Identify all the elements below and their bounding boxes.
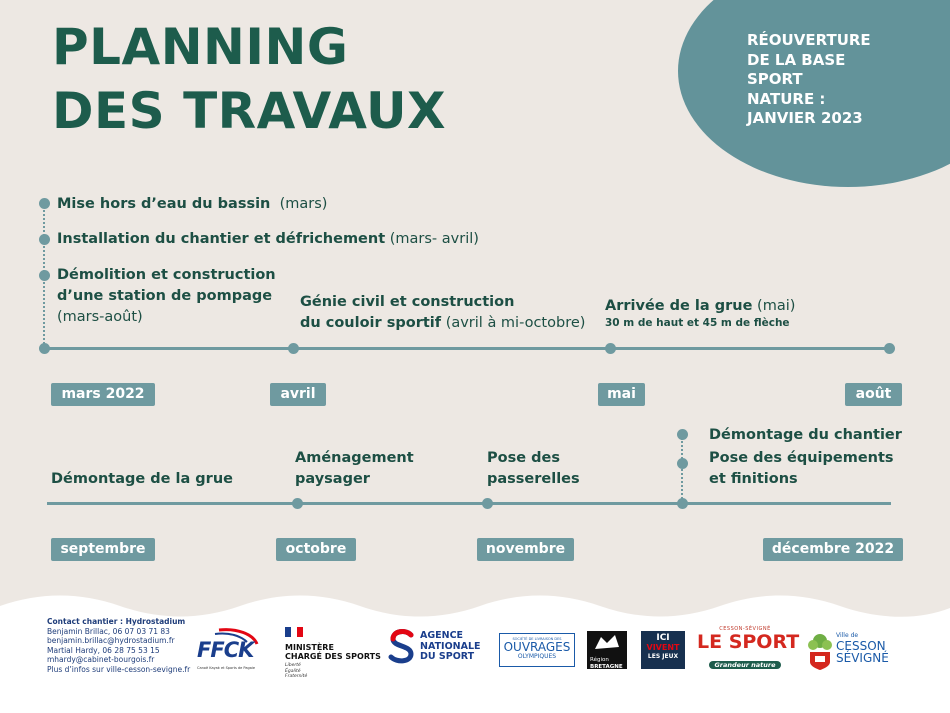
tree-crest-icon [806, 632, 834, 670]
task-passerelles [487, 448, 580, 490]
task-dates: (mars-août) [57, 309, 143, 325]
badge-line: DE LA BASE [747, 50, 846, 69]
reopening-badge-text [747, 31, 937, 129]
ffck-logo [197, 628, 265, 676]
ministere-line: MINISTÈRE [285, 643, 334, 652]
ans-s-icon [387, 629, 417, 665]
ici-vivent-les-jeux-logo [641, 631, 685, 669]
lesport-top: CESSON-SÉVIGNÉ [719, 626, 771, 632]
ffck-subtitle: Canoë Kayak et Sports de Pagaie [197, 666, 255, 670]
timeline-dot [677, 498, 688, 509]
task-label: paysager [295, 471, 370, 487]
lesport-tagline: Grandeur nature [709, 661, 780, 669]
badge-line: SPORT [747, 70, 803, 88]
contact-email[interactable]: mhardy@cabinet-bourgois.fr [47, 655, 155, 665]
motto-line: Liberté [285, 663, 301, 668]
motto-line: Égalité [285, 668, 301, 674]
month-label: octobre [276, 538, 356, 561]
ans-line: AGENCE [420, 630, 464, 641]
task-bullet [677, 458, 688, 469]
task-equipements [709, 448, 894, 490]
month-label: avril [270, 383, 326, 406]
timeline-dot [292, 498, 303, 509]
ans-logo [387, 629, 487, 671]
task-label: Démolition et construction [57, 267, 276, 283]
ville-line: CESSON [836, 639, 886, 653]
task-label: Aménagement [295, 450, 414, 466]
task-bullet [677, 429, 688, 440]
page-title-line2: DES TRAVAUX [52, 82, 447, 140]
task-dates: (mai) [757, 298, 796, 314]
solideo-main: OUVRAGES [503, 640, 571, 654]
page-title-line1: PLANNING [52, 18, 349, 76]
task-label: passerelles [487, 471, 580, 487]
timeline-line-row1 [44, 347, 890, 350]
task-label: Pose des équipements [709, 450, 894, 466]
task-label: du couloir sportif [300, 315, 442, 331]
task-bullet [39, 234, 50, 245]
month-label: septembre [51, 538, 155, 561]
task-dates: (mars) [279, 196, 328, 212]
task-label: Arrivée de la grue [605, 298, 753, 314]
task-demontage-chantier: Démontage du chantier [709, 427, 902, 443]
contact-website[interactable]: Plus d’infos sur ville-cesson-sevigne.fr [47, 664, 191, 674]
task-arrivee-grue [605, 296, 795, 330]
ans-line: NATIONALE [420, 640, 481, 652]
month-label: novembre [477, 538, 574, 561]
ville-cesson-logo [806, 632, 902, 670]
region-line: Région [590, 657, 609, 663]
badge-line: JANVIER 2023 [747, 109, 863, 127]
task-dates: (mars- avril) [389, 231, 479, 247]
task-detail: 30 m de haut et 45 m de flèche [605, 317, 790, 329]
month-label: mars 2022 [51, 383, 155, 406]
timeline-dot [288, 343, 299, 354]
ermine-icon [587, 631, 627, 653]
month-label: décembre 2022 [763, 538, 903, 561]
task-label: d’une station de pompage [57, 288, 273, 304]
contact-line: Martial Hardy, 06 28 75 53 15 [47, 645, 160, 655]
timeline-dot [482, 498, 493, 509]
ici-line: LES JEUX [647, 653, 679, 660]
ministere-line: CHARGÉ DES SPORTS [285, 652, 381, 661]
ministere-logo [285, 622, 385, 678]
ans-line: DU SPORT [420, 651, 475, 662]
ville-line: SÉVIGNÉ [836, 651, 889, 665]
ici-line: VIVENT [646, 643, 680, 652]
contact-block [47, 617, 190, 675]
task-mise-hors-eau [57, 194, 327, 214]
month-label: août [845, 383, 902, 406]
french-flag-icon [285, 627, 303, 637]
task-label: Génie civil et construction [300, 294, 515, 310]
timeline-dot [39, 343, 50, 354]
badge-line: RÉOUVERTURE [747, 31, 871, 49]
timeline-dot [605, 343, 616, 354]
contact-email[interactable]: benjamin.brillac@hydrostadium.fr [47, 636, 175, 646]
ffck-text: FFCK [197, 638, 254, 662]
solideo-bottom: OLYMPIQUES [517, 653, 557, 660]
task-demolition [57, 265, 276, 328]
month-label: mai [598, 383, 645, 406]
ville-small: Ville de [836, 632, 859, 639]
task-amenagement [295, 448, 414, 490]
region-line: BRETAGNE [590, 663, 623, 670]
lesport-main: LE SPORT [697, 631, 800, 653]
task-label: Installation du chantier et défrichement [57, 231, 386, 247]
badge-line: NATURE : [747, 89, 826, 108]
region-bretagne-logo [587, 631, 627, 669]
timeline-line-row2 [47, 502, 891, 505]
task-demontage-grue: Démontage de la grue [51, 471, 233, 487]
solideo-logo [499, 633, 575, 667]
timeline-dot [884, 343, 895, 354]
task-bullet [39, 270, 50, 281]
task-label: Mise hors d’eau du bassin [57, 196, 271, 212]
task-label: Pose des [487, 450, 560, 466]
task-genie-civil [300, 292, 585, 334]
ici-line: ICI [656, 633, 670, 643]
task-bullet [39, 198, 50, 209]
task-label: et finitions [709, 471, 798, 487]
task-installation [57, 229, 479, 249]
task-dates: (avril à mi-octobre) [445, 315, 586, 331]
contact-title: Contact chantier : Hydrostadium [47, 617, 186, 626]
le-sport-logo [697, 626, 800, 670]
timeline-connector [681, 438, 683, 502]
solideo-top: SOCIÉTÉ DE LIVRAISON DES [512, 637, 562, 641]
motto-line: Fraternité [285, 674, 308, 679]
contact-line: Benjamin Brillac, 06 07 03 71 83 [47, 626, 170, 636]
